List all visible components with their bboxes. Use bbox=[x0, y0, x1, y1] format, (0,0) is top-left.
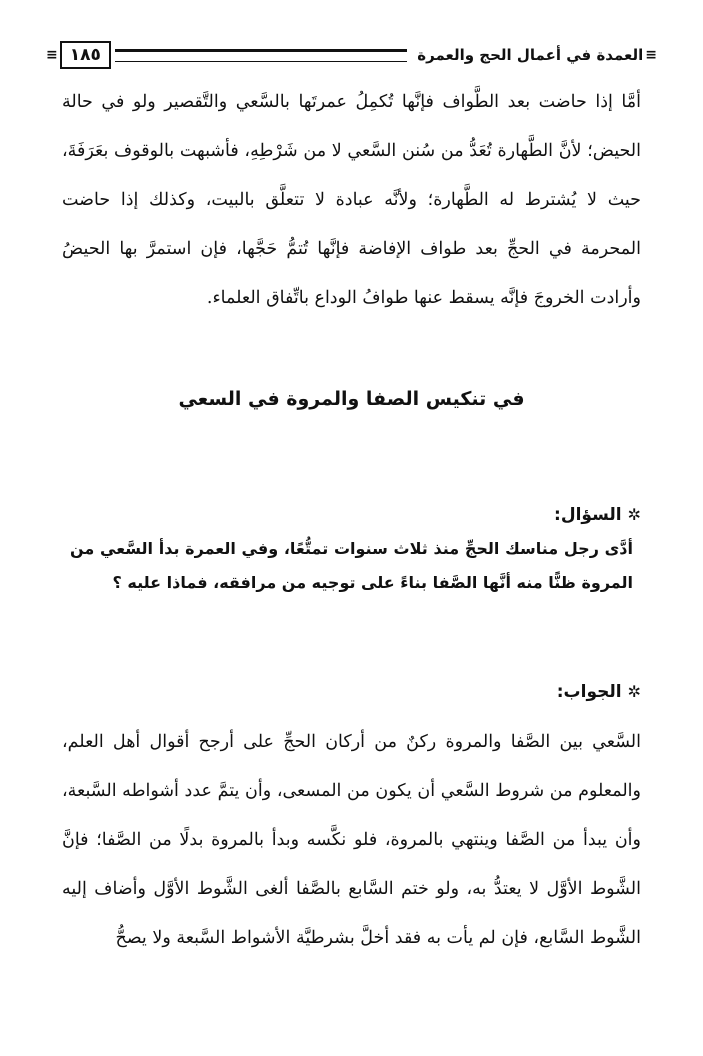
answer-label-text: الجواب: bbox=[556, 682, 622, 702]
answer-text: السَّعي بين الصَّفا والمروة ركنٌ من أركان الحجِّ على أرجح أقوال أهل العلم، والمعلوم من شروط السَّعي أن يكون من المسعى، وأن يتمَّ عدد أشواطه السَّبعة، وأن يبدأ من الصَّفا وينتهي بالمروة، فلو نكَّسه وبدأ بالمروة بدلًا من الصَّفا؛ فإنَّ الشَّوط الأوَّل لا يعتدُّ به، ولو ختم السَّابع بالصَّفا ألغى الشَّوط الأوَّل وأضاف إليه الشَّوط السَّابع، فإن لم يأت به فقد أخلَّ بشرطيَّة الأشواط السَّبعة ولا يصحُّ bbox=[62, 732, 641, 948]
star-icon: ✲ bbox=[627, 682, 641, 701]
header-rule bbox=[115, 49, 407, 62]
star-icon: ✲ bbox=[627, 505, 641, 524]
header-ornament-icon: ≡ bbox=[46, 47, 58, 63]
header-ornament-icon: ≡ bbox=[645, 47, 657, 63]
question-label bbox=[554, 505, 641, 525]
paragraph-menstruation: أمَّا إذا حاضت بعد الطَّواف فإنَّها تُكمِلُ عمرتَها بالسَّعي والتَّقصير ولو في حالة الحيض؛ لأنَّ الطَّهارة تُعَدُّ من سُنن السَّعي لا من شَرْطِهِ، فأشبهت بالوقوف بعَرَفَةَ، حيث لا يُشترط له الطَّهارة؛ ولأنَّه عبادة لا تتعلَّق بالبيت، وكذلك إذا حاضت المحرمة في الحجِّ بعد طواف الإفاضة فإنَّها تُتمُّ حَجَّها، فإن استمرَّ بها الحيضُ وأرادت الخروجَ فإنَّه يسقط عنها طوافُ الوداع باتِّفاق العلماء. bbox=[62, 92, 641, 308]
section-title: في تنكيس الصفا والمروة في السعي bbox=[178, 388, 525, 410]
answer-label bbox=[557, 682, 641, 702]
page-header bbox=[44, 40, 659, 70]
question-label-text: السؤال: bbox=[554, 505, 622, 525]
running-title: العمدة في أعمال الحج والعمرة bbox=[417, 46, 644, 64]
page-number: ١٨٥ bbox=[60, 41, 111, 69]
question-text: أدَّى رجل مناسك الحجِّ منذ ثلاث سنوات تمتُّعًا، وفي العمرة بدأ السَّعي من المروة ظنًّا منه أنَّها الصَّفا بناءً على توجيه من مرافقه، فماذا عليه ؟ bbox=[70, 539, 633, 592]
